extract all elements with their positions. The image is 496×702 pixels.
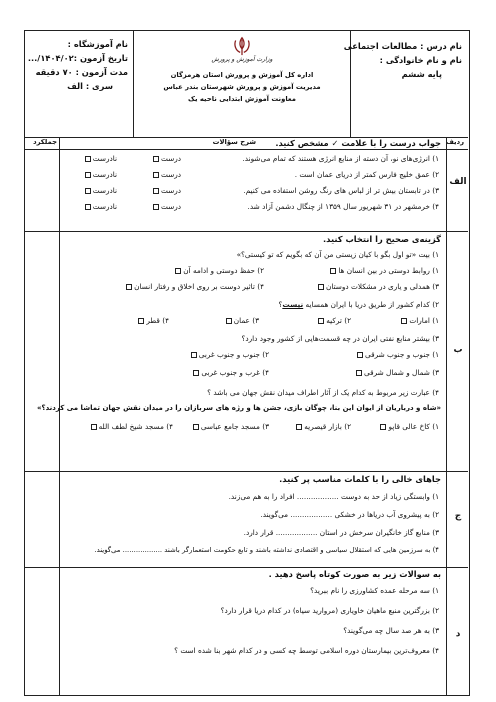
option-checkbox[interactable] bbox=[126, 284, 132, 290]
exam-duration: مدت آزمون : ۷۰ دقیقه bbox=[35, 67, 128, 77]
section-alef-heading: جواب درست را با علامت ✓ مشخص کنید. bbox=[275, 138, 441, 148]
organization-info bbox=[133, 31, 350, 137]
option-checkbox[interactable] bbox=[91, 424, 97, 430]
fill-blank-2: ۲) به پیشروی آب دریاها در خشکی .................. می‌گویند. bbox=[260, 510, 439, 519]
score-column-divider bbox=[59, 137, 60, 695]
short-answer-4: ۴) معروف‌ترین بیمارستان دوره اسلامی توسط چه کسی و در کدام شهر بنا شده است ؟ bbox=[174, 646, 439, 655]
mc-q2-option-3[interactable]: ۳) عمان bbox=[224, 315, 259, 326]
student-info bbox=[343, 31, 468, 137]
exam-series: سری : الف bbox=[67, 81, 113, 91]
mc-q1-option-3[interactable]: ۳) همدلی و یاری در مشکلات دوستان bbox=[316, 281, 439, 292]
section-dal-heading: به سوالات زیر به صورت کوتاه پاسخ دهید . bbox=[268, 569, 441, 579]
mc-q3-option-2[interactable]: ۲) جنوب و جنوب غربی bbox=[189, 349, 269, 360]
mc-q4-option-2[interactable]: ۲) بازار قیصریه bbox=[294, 421, 351, 432]
tf-question-3: ۳) در تابستان بیش تر از لباس های رنگ روشن استفاده می کنیم. bbox=[243, 186, 439, 195]
option-checkbox[interactable] bbox=[191, 352, 197, 358]
exam-header bbox=[25, 31, 468, 138]
mc-q1-option-2[interactable]: ۲) حفظ دوستی و ادامه آن bbox=[173, 265, 264, 276]
option-checkbox[interactable] bbox=[175, 268, 181, 274]
tf-true-option[interactable] bbox=[151, 169, 181, 180]
tf-question-1: ۱) انرژی‌های نو، آن دسته از منابع انرژی هستند که تمام می‌شوند. bbox=[242, 154, 439, 163]
true-label: درست bbox=[160, 186, 181, 195]
short-answer-3: ۳) به هر صد سال چه می‌گویند؟ bbox=[343, 626, 439, 635]
student-name-label: نام و نام خانوادگی : bbox=[379, 55, 462, 65]
mc-question-4: ۴) عبارت زیر مربوط به کدام یک از آثار اطراف میدان نقش جهان می باشد ؟ bbox=[207, 388, 439, 397]
section-label-jim: ج bbox=[454, 511, 462, 521]
option-checkbox[interactable] bbox=[318, 318, 324, 324]
tf-question-2: ۲) عمق خلیج فارس کمتر از دریای عمان است . bbox=[294, 170, 439, 179]
true-label: درست bbox=[160, 202, 181, 211]
section-divider-1 bbox=[25, 231, 468, 232]
fill-blank-1: ۱) وابستگی زیاد از حد به دوست .................. افراد را به هم می‌زند. bbox=[228, 492, 439, 501]
mc-q4-option-3[interactable]: ۳) مسجد جامع عباسی bbox=[191, 421, 269, 432]
short-answer-2: ۲) بزرگترین منبع ماهیان خاویاری (مروارید سیاه) در کدام دریا قرار دارد؟ bbox=[220, 606, 439, 615]
section-label-alef: الف bbox=[449, 177, 467, 187]
exam-info bbox=[25, 31, 133, 137]
mc-q3-option-3[interactable]: ۳) شمال و شمال شرقی bbox=[354, 367, 439, 378]
option-checkbox[interactable] bbox=[318, 284, 324, 290]
true-label: درست bbox=[160, 170, 181, 179]
option-checkbox[interactable] bbox=[193, 424, 199, 430]
district-office: معاونت آموزش ابتدایی ناحیه یک bbox=[188, 95, 296, 103]
section-jim-heading: جاهای خالی را با کلمات مناسب پر کنید. bbox=[279, 474, 441, 484]
true-checkbox[interactable] bbox=[153, 172, 159, 178]
mc-q4-option-4[interactable]: ۴) مسجد شیخ لطف الله bbox=[89, 421, 173, 432]
provincial-office: اداره کل آموزش و پرورش استان هرمزگان bbox=[170, 71, 314, 79]
ministry-logotype: وزارت آموزش و پرورش bbox=[211, 56, 273, 63]
mc-q2-option-1[interactable]: ۱) امارات bbox=[399, 315, 439, 326]
option-checkbox[interactable] bbox=[193, 370, 199, 376]
false-checkbox[interactable] bbox=[85, 188, 91, 194]
false-label: نادرست bbox=[92, 186, 117, 195]
emblem-icon bbox=[231, 36, 253, 56]
mc-question-3: ۳) بیشتر منابع نفتی ایران در چه قسمت‌هایی از کشور وجود دارد؟ bbox=[241, 334, 439, 343]
mc-q2-option-4[interactable]: ۴) قطر bbox=[136, 315, 169, 326]
column-row-number: ردیف bbox=[445, 138, 464, 146]
section-be-heading: گزینه‌ی صحیح را انتخاب کنید. bbox=[323, 234, 441, 244]
mc-q4-option-1[interactable]: ۱) کاخ عالی قاپو bbox=[378, 421, 439, 432]
short-answer-1: ۱) سه مرحله عمده کشاورزی را نام ببرید؟ bbox=[310, 586, 439, 595]
mc-question-4-quote: «شاه و درباریان از ایوان این بنا، چوگان بازی، جشن ها و رژه های سربازان را در میدان نقش جهان تماشا می کردند؟» bbox=[37, 404, 441, 412]
column-score: جملکرد bbox=[33, 138, 57, 146]
false-checkbox[interactable] bbox=[85, 172, 91, 178]
option-checkbox[interactable] bbox=[380, 424, 386, 430]
option-checkbox[interactable] bbox=[401, 318, 407, 324]
tf-true-option[interactable] bbox=[151, 185, 181, 196]
section-label-be: ب bbox=[453, 345, 463, 355]
tf-question-4: ۴) خرمشهر در ۳۱ شهریور سال ۱۳۵۹ از چنگال دشمن آزاد شد. bbox=[247, 202, 439, 211]
false-checkbox[interactable] bbox=[85, 204, 91, 210]
section-label-dal: د bbox=[455, 629, 461, 639]
mc-q1-option-4[interactable]: ۴) تاثیر دوست بر روی اخلاق و رفتار انسان bbox=[124, 281, 264, 292]
subject-label: نام درس : مطالعات اجتماعی bbox=[343, 41, 462, 51]
tf-false-option[interactable] bbox=[83, 169, 117, 180]
false-label: نادرست bbox=[92, 154, 117, 163]
true-checkbox[interactable] bbox=[153, 156, 159, 162]
column-questions: شرح سؤالات bbox=[212, 138, 256, 146]
mc-question-2: ۲) کدام کشور از طریق دریا با ایران همسایه نیست؟ bbox=[278, 300, 439, 309]
section-divider-3 bbox=[25, 567, 468, 568]
school-name-label: نام آموزشگاه : bbox=[67, 39, 128, 49]
false-label: نادرست bbox=[92, 202, 117, 211]
option-checkbox[interactable] bbox=[357, 352, 363, 358]
true-checkbox[interactable] bbox=[153, 204, 159, 210]
option-checkbox[interactable] bbox=[138, 318, 144, 324]
option-checkbox[interactable] bbox=[330, 268, 336, 274]
tf-false-option[interactable] bbox=[83, 153, 117, 164]
false-label: نادرست bbox=[92, 170, 117, 179]
true-checkbox[interactable] bbox=[153, 188, 159, 194]
mc-question-1: ۱) بیت «تو اول بگو با کیان زیستی من آن که بگویم که تو کیستی؟» bbox=[236, 250, 439, 259]
exam-date: تاریخ آزمون :۱۴۰۴/۰۲/... bbox=[27, 53, 128, 63]
tf-true-option[interactable] bbox=[151, 153, 181, 164]
fill-blank-4: ۴) به سرزمین هایی که استقلال سیاسی و اقتصادی نداشته باشند و تابع حکومت استعمارگر باشند .................. می‌گویند. bbox=[94, 546, 439, 554]
true-label: درست bbox=[160, 154, 181, 163]
mc-q3-option-4[interactable]: ۴) غرب و جنوب غربی bbox=[191, 367, 269, 378]
grade-label: پایه ششم bbox=[401, 69, 442, 79]
tf-false-option[interactable] bbox=[83, 201, 117, 212]
tf-false-option[interactable] bbox=[83, 185, 117, 196]
exam-sheet bbox=[24, 30, 470, 696]
mc-q1-option-1[interactable]: ۱) روابط دوستی در بین انسان ها bbox=[328, 265, 439, 276]
option-checkbox[interactable] bbox=[356, 370, 362, 376]
option-checkbox[interactable] bbox=[296, 424, 302, 430]
fill-blank-3: ۳) منابع گاز خانگیران سرخش در استان .................. قرار دارد. bbox=[243, 528, 439, 537]
section-divider-2 bbox=[25, 471, 468, 472]
false-checkbox[interactable] bbox=[85, 156, 91, 162]
mc-q2-option-2[interactable]: ۲) ترکیه bbox=[316, 315, 351, 326]
emphasis-word: نیست bbox=[282, 300, 304, 309]
option-checkbox[interactable] bbox=[226, 318, 232, 324]
city-office: مدیریت آموزش و پرورش شهرستان بندر عباس bbox=[163, 83, 321, 91]
row-column-divider bbox=[446, 137, 447, 695]
tf-true-option[interactable] bbox=[151, 201, 181, 212]
mc-q3-option-1[interactable]: ۱) جنوب و جنوب شرقی bbox=[355, 349, 439, 360]
